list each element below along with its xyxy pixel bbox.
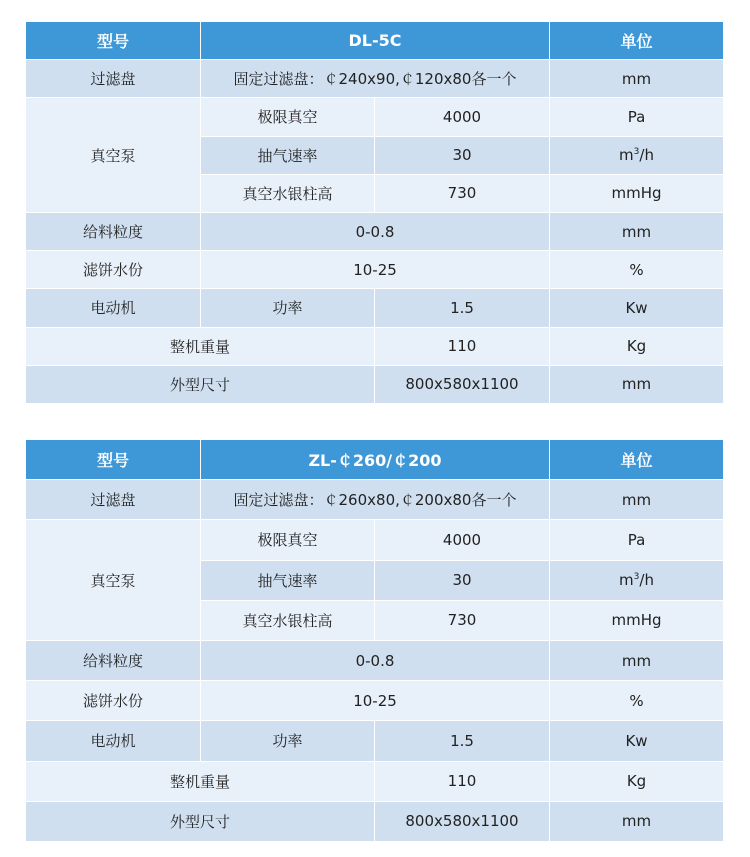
ultimate-vacuum-unit: Pa xyxy=(550,520,724,560)
model-header-label: 型号 xyxy=(26,22,201,60)
ultimate-vacuum-label: 极限真空 xyxy=(201,520,375,560)
unit-tail: /h xyxy=(639,146,654,165)
vacuum-pump-label: 真空泵 xyxy=(26,520,201,641)
table-row xyxy=(26,801,724,841)
dimensions-value: 800x580x1100 xyxy=(375,365,550,403)
table-row xyxy=(26,480,724,520)
cake-moisture-unit: % xyxy=(550,681,724,721)
motor-power-value: 1.5 xyxy=(375,289,550,327)
table-row xyxy=(26,327,724,365)
pumping-rate-value: 30 xyxy=(375,560,550,600)
table-row xyxy=(26,520,724,560)
dimensions-value: 800x580x1100 xyxy=(375,801,550,841)
feed-granularity-unit: mm xyxy=(550,640,724,680)
model-header-label: 型号 xyxy=(26,440,201,480)
motor-power-unit: Kw xyxy=(550,721,724,761)
ultimate-vacuum-value: 4000 xyxy=(375,520,550,560)
filter-disc-value: 固定过滤盘：￠260x80,￠200x80各一个 xyxy=(201,480,550,520)
motor-power-value: 1.5 xyxy=(375,721,550,761)
weight-label: 整机重量 xyxy=(26,761,375,801)
spec-table-dl-5c xyxy=(25,21,723,404)
mercury-column-value: 730 xyxy=(375,600,550,640)
dimensions-label: 外型尺寸 xyxy=(26,365,375,403)
pumping-rate-label: 抽气速率 xyxy=(201,136,375,174)
unit-superscript: 3 xyxy=(633,572,640,583)
table-row xyxy=(26,98,724,136)
dimensions-unit: mm xyxy=(550,801,724,841)
ultimate-vacuum-label: 极限真空 xyxy=(201,98,375,136)
filter-disc-value: 固定过滤盘：￠240x90,￠120x80各一个 xyxy=(201,60,550,98)
table-row xyxy=(26,60,724,98)
mercury-column-unit: mmHg xyxy=(550,174,724,212)
motor-power-label: 功率 xyxy=(201,721,375,761)
spec-table xyxy=(25,439,724,842)
cake-moisture-label: 滤饼水份 xyxy=(26,251,201,289)
motor-power-label: 功率 xyxy=(201,289,375,327)
mercury-column-unit: mmHg xyxy=(550,600,724,640)
cake-moisture-value: 10-25 xyxy=(201,251,550,289)
mercury-column-value: 730 xyxy=(375,174,550,212)
filter-disc-label: 过滤盘 xyxy=(26,60,201,98)
cake-moisture-value: 10-25 xyxy=(201,681,550,721)
table-row xyxy=(26,640,724,680)
model-header-value: ZL-￠260/￠200 xyxy=(201,440,550,480)
dimensions-label: 外型尺寸 xyxy=(26,801,375,841)
feed-granularity-label: 给料粒度 xyxy=(26,212,201,250)
model-header-value: DL-5C xyxy=(201,22,550,60)
table-header-row xyxy=(26,440,724,480)
unit-base: m xyxy=(619,146,634,165)
ultimate-vacuum-unit: Pa xyxy=(550,98,724,136)
weight-unit: Kg xyxy=(550,327,724,365)
table-row xyxy=(26,289,724,327)
table-row xyxy=(26,365,724,403)
weight-value: 110 xyxy=(375,761,550,801)
cake-moisture-label: 滤饼水份 xyxy=(26,681,201,721)
filter-disc-label: 过滤盘 xyxy=(26,480,201,520)
unit-base: m xyxy=(619,571,634,590)
mercury-column-label: 真空水银柱高 xyxy=(201,174,375,212)
table-row xyxy=(26,721,724,761)
pumping-rate-unit xyxy=(550,560,724,600)
motor-power-unit: Kw xyxy=(550,289,724,327)
feed-granularity-label: 给料粒度 xyxy=(26,640,201,680)
dimensions-unit: mm xyxy=(550,365,724,403)
spec-table-zl-260-200 xyxy=(25,439,723,842)
feed-granularity-unit: mm xyxy=(550,212,724,250)
feed-granularity-value: 0-0.8 xyxy=(201,212,550,250)
spec-table xyxy=(25,21,724,404)
table-header-row xyxy=(26,22,724,60)
table-row xyxy=(26,761,724,801)
unit-tail: /h xyxy=(639,571,654,590)
ultimate-vacuum-value: 4000 xyxy=(375,98,550,136)
filter-disc-unit: mm xyxy=(550,480,724,520)
cake-moisture-unit: % xyxy=(550,251,724,289)
pumping-rate-value: 30 xyxy=(375,136,550,174)
vacuum-pump-label: 真空泵 xyxy=(26,98,201,213)
motor-label: 电动机 xyxy=(26,721,201,761)
feed-granularity-value: 0-0.8 xyxy=(201,640,550,680)
table-row xyxy=(26,212,724,250)
pumping-rate-label: 抽气速率 xyxy=(201,560,375,600)
unit-header-label: 单位 xyxy=(550,22,724,60)
unit-header-label: 单位 xyxy=(550,440,724,480)
weight-label: 整机重量 xyxy=(26,327,375,365)
weight-value: 110 xyxy=(375,327,550,365)
weight-unit: Kg xyxy=(550,761,724,801)
pumping-rate-unit xyxy=(550,136,724,174)
unit-superscript: 3 xyxy=(633,147,640,158)
table-row xyxy=(26,251,724,289)
filter-disc-unit: mm xyxy=(550,60,724,98)
mercury-column-label: 真空水银柱高 xyxy=(201,600,375,640)
table-row xyxy=(26,681,724,721)
motor-label: 电动机 xyxy=(26,289,201,327)
